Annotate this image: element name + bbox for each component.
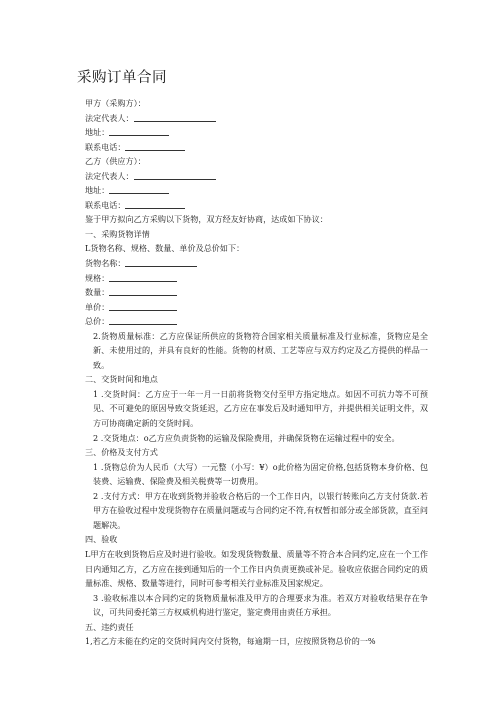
- party-b-phone-blank: [125, 199, 185, 209]
- section-1-item-1: L货物名称、规格、数量、单价及总价如下：: [85, 243, 245, 254]
- party-b-addr-line: [85, 183, 428, 198]
- section-4-heading: 四、验收: [85, 534, 118, 545]
- section-3-item-2: 2 .支付方式：甲方在收到货物并验收合格后的一个工作日内，以银行转账向乙方支付货款.若甲方在验收过程中发现货物存在质量问题或与合同约定不符,有权暂扣部分或全部货款，直至问题解决。: [93, 490, 428, 530]
- party-b-phone-line: [85, 198, 428, 213]
- section-3-heading: 三、价格及支付方式: [85, 447, 158, 458]
- section-3-item-1: 1 .货物总价为人民币（大写）一元整（小写：¥）o此价格为固定价格,包括货物本身价格、包装费、运输费、保险费及相关税费等一切费用。: [93, 461, 428, 487]
- party-a-phone-blank: [125, 141, 185, 151]
- goods-qty-blank: [109, 286, 177, 296]
- intro-text: 鉴于甲方拟向乙方采购以下货物，双方经友好协商，达成如下协议：: [85, 214, 328, 225]
- goods-price-line: [85, 300, 428, 315]
- party-a-addr-line: [85, 125, 428, 140]
- goods-name-blank: [125, 257, 197, 267]
- goods-total-blank: [109, 315, 177, 325]
- party-b-addr-blank: [109, 184, 169, 194]
- goods-qty-line: [85, 285, 428, 300]
- party-a-addr-blank: [109, 126, 169, 136]
- party-a-phone-label: 联系电话：: [85, 141, 126, 152]
- goods-spec-blank: [109, 272, 177, 282]
- party-a-rep-blank: [134, 112, 216, 122]
- goods-name-label: 货物名称：: [85, 258, 126, 269]
- section-4-item-1: L甲方在收到货物后应及时进行验收。如发现货物数量、质量等不符合本合同约定,应在一个工作日内通知乙方，乙方应在接到通知后的一个工作日内负责更换或补足。验收应依据合同约定的质量标准、规格、数量等进行，同时可参考相关行业标准及国家规定。: [85, 548, 428, 589]
- party-a-rep-line: [85, 111, 428, 126]
- goods-price-blank: [109, 301, 177, 311]
- party-b-phone-label: 联系电话：: [85, 199, 126, 210]
- party-b-addr-label: 地址：: [85, 185, 110, 196]
- goods-qty-label: 数量：: [85, 287, 110, 298]
- party-b-label: 乙方（供应方）：: [85, 156, 146, 167]
- party-b-rep-label: 法定代表人：: [85, 170, 134, 181]
- party-a-label: 甲方（采购方）：: [85, 98, 146, 108]
- contract-body: [85, 96, 428, 649]
- goods-spec-line: [85, 271, 428, 286]
- section-1-item-2: 2.货物质量标准：乙方应保证所供应的货物符合国家相关质量标准及行业标准，货物应是全新、未使用过的，并具有良好的性能。货物的材质、工艺等应与双方约定及乙方提供的样品一致。: [93, 330, 428, 370]
- section-2-item-2: 2 .交货地点：o乙方应负责货物的运输及保险费用，并确保货物在运输过程中的安全。: [93, 432, 400, 443]
- party-b-rep-blank: [134, 170, 216, 180]
- section-4-item-3: 3 .验收标准以本合同约定的货物质量标准及甲方的合理要求为准。若双方对验收结果存在争议，可共同委托第三方权威机构进行鉴定，鉴定费用由责任方承担。: [93, 592, 428, 618]
- goods-total-label: 总价：: [85, 316, 110, 327]
- goods-name-line: [85, 256, 428, 271]
- section-5-item-1: 1,若乙方未能在约定的交货时间内交付货物，每逾期一日，应按照货物总价的一%: [85, 636, 376, 647]
- section-5-heading: 五、违约责任: [85, 621, 134, 632]
- party-a-rep-label: 法定代表人：: [85, 112, 134, 123]
- section-2-item-1: 1 .交货时间：乙方应于一年一月一日前将货物交付至甲方指定地点。如因不可抗力等不可预见、不可避免的原因导致交货延迟，乙方应在事发后及时通知甲方，并提供相关证明文件，双方可协商确定新的交货时间。: [93, 388, 428, 429]
- section-2-heading: 二、交货时间和地点: [85, 374, 158, 385]
- party-a-addr-label: 地址：: [85, 127, 110, 138]
- goods-total-line: [85, 314, 428, 329]
- goods-spec-label: 规格：: [85, 272, 110, 283]
- contract-title: 采购订单合同: [77, 70, 167, 86]
- section-1-heading: 一、采购货物详情: [85, 228, 150, 239]
- goods-price-label: 单价：: [85, 301, 110, 312]
- party-a-phone-line: [85, 140, 428, 155]
- party-b-rep-line: [85, 169, 428, 184]
